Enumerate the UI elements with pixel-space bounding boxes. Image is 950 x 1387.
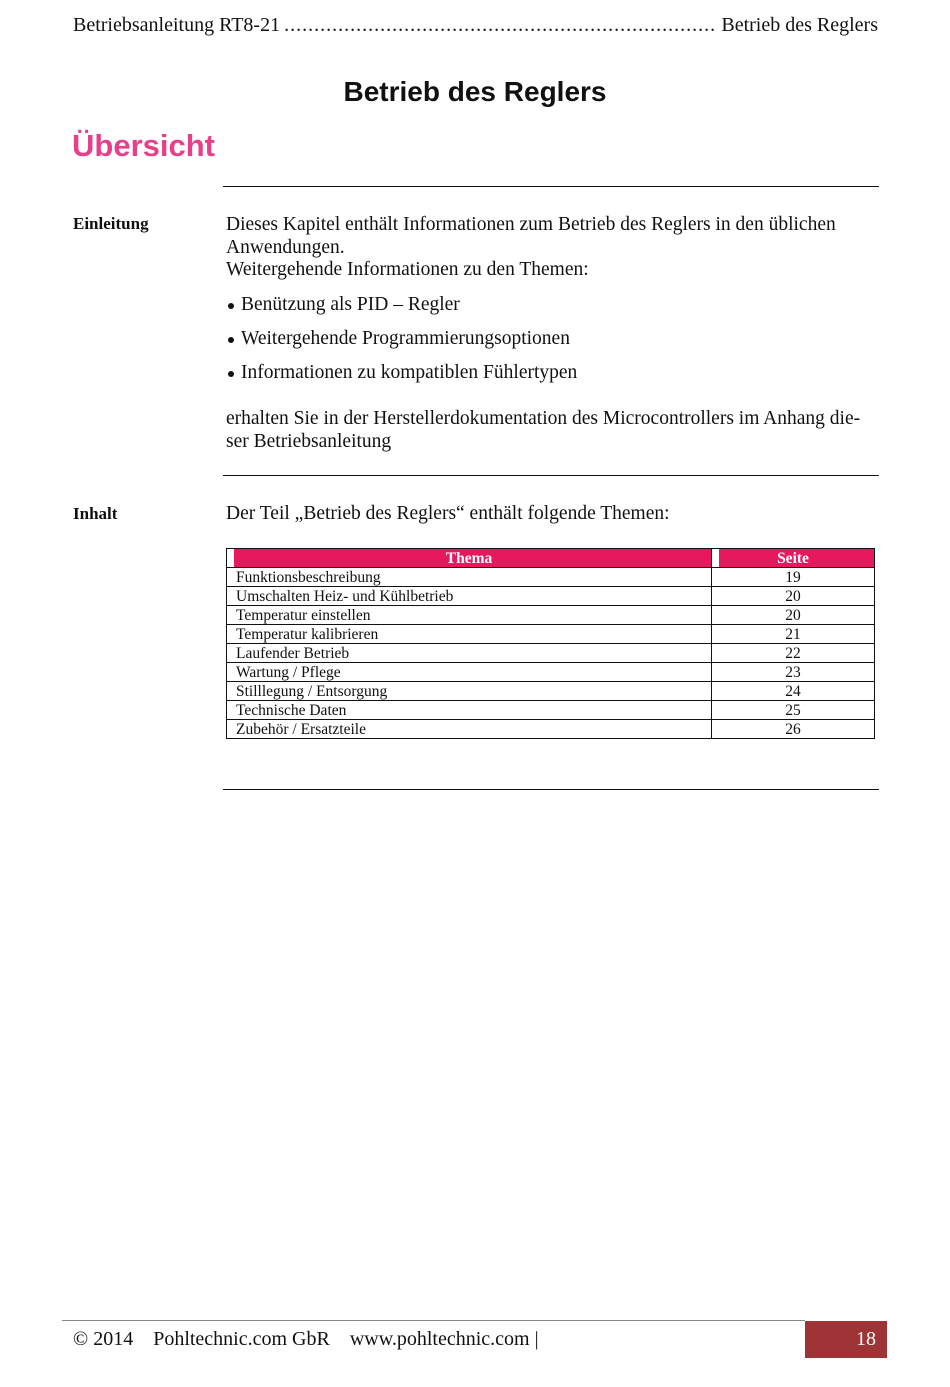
column-header-page: Seite [712, 549, 875, 568]
footer-divider [62, 1320, 805, 1321]
topic-cell: Temperatur einstellen [227, 606, 712, 625]
page-cell: 19 [712, 568, 875, 587]
page-cell: 20 [712, 587, 875, 606]
topic-cell: Wartung / Pflege [227, 663, 712, 682]
topic-cell: Laufender Betrieb [227, 644, 712, 663]
bullet-item: Benützung als PID – Regler [226, 294, 871, 317]
divider-top [223, 186, 879, 187]
header-chapter-title: Betrieb des Reglers [721, 14, 878, 36]
chapter-title: Betrieb des Reglers [343, 76, 607, 107]
page-cell: 22 [712, 644, 875, 663]
einleitung-intro: Dieses Kapitel enthält Informationen zum Betrieb des Reglers in den üblichen Anwendungen. [226, 214, 836, 258]
footer-copyright: © 2014 Pohltechnic.com GbR www.pohltechnic.com | [73, 1328, 539, 1350]
topic-cell: Umschalten Heiz- und Kühlbetrieb [227, 587, 712, 606]
header-leader-dots [284, 14, 717, 37]
table-row [227, 568, 875, 587]
bullet-item: Informationen zu kompatiblen Fühlertypen [226, 362, 871, 385]
page-cell: 20 [712, 606, 875, 625]
page-cell: 23 [712, 663, 875, 682]
contents-table [226, 548, 875, 739]
topic-cell: Stilllegung / Entsorgung [227, 682, 712, 701]
label-inhalt: Inhalt [73, 504, 118, 523]
table-row [227, 682, 875, 701]
einleitung-lead: Weitergehende Informationen zu den Themen: [226, 259, 589, 280]
einleitung-block [226, 214, 871, 453]
topic-cell: Zubehör / Ersatzteile [227, 720, 712, 739]
table-row [227, 606, 875, 625]
topic-cell: Funktionsbeschreibung [227, 568, 712, 587]
page-cell: 26 [712, 720, 875, 739]
table-row [227, 663, 875, 682]
divider-middle [223, 475, 879, 476]
einleitung-closing-line2: ser Betriebsanleitung [226, 430, 392, 452]
table-row [227, 625, 875, 644]
page-number-badge: 18 [805, 1321, 887, 1358]
bullet-item: Weitergehende Programmierungsoptionen [226, 328, 871, 351]
header-document-title: Betriebsanleitung RT8-21 [73, 14, 281, 36]
page-cell: 24 [712, 682, 875, 701]
page-cell: 25 [712, 701, 875, 720]
section-title: Übersicht [72, 128, 215, 163]
running-header [73, 14, 878, 42]
page-cell: 21 [712, 625, 875, 644]
einleitung-closing-line1: erhalten Sie in der Herstellerdokumentation des Microcontrollers im Anhang die- [226, 408, 861, 429]
topic-bullet-list [226, 294, 871, 385]
table-header-row [227, 549, 875, 568]
inhalt-intro: Der Teil „Betrieb des Reglers“ enthält folgende Themen: [226, 503, 670, 524]
divider-bottom [223, 789, 879, 790]
column-header-topic: Thema [227, 549, 712, 568]
table-row [227, 587, 875, 606]
topic-cell: Technische Daten [227, 701, 712, 720]
table-row [227, 701, 875, 720]
table-row [227, 644, 875, 663]
table-row [227, 720, 875, 739]
label-einleitung: Einleitung [73, 214, 149, 233]
topic-cell: Temperatur kalibrieren [227, 625, 712, 644]
